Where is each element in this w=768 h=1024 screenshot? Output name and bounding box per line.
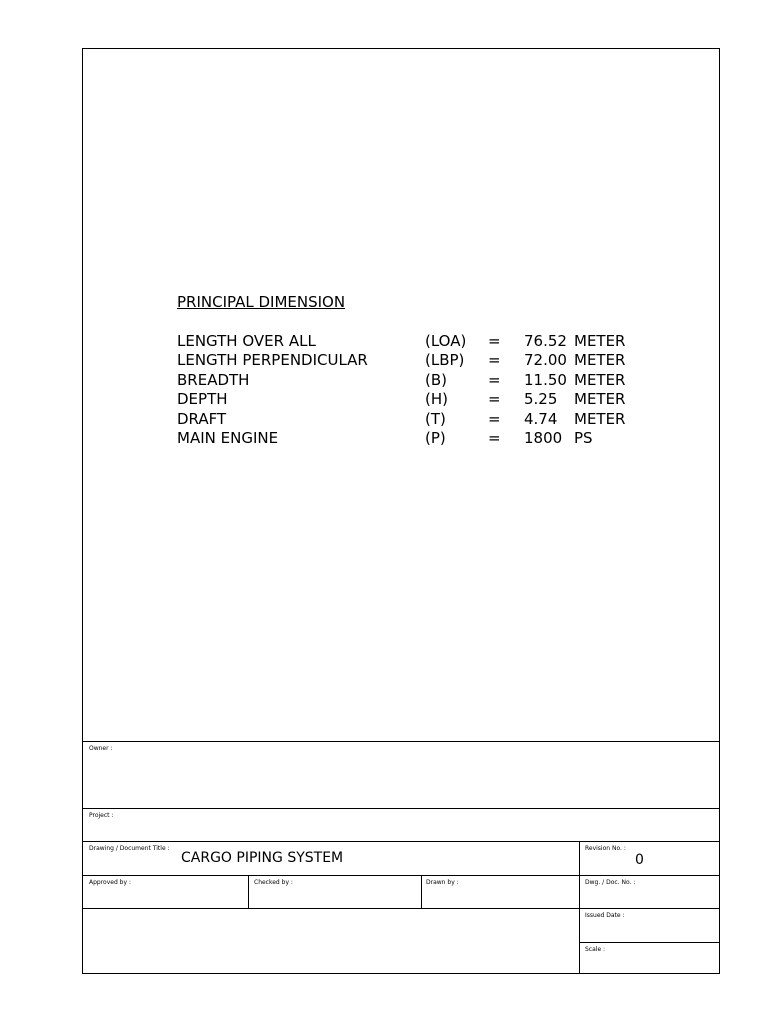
checked-label: Checked by : xyxy=(254,879,293,886)
divider xyxy=(83,908,719,909)
doc-title-label: Drawing / Document Title : xyxy=(89,845,170,852)
dimension-value: 4.74 xyxy=(524,410,558,428)
dimension-symbol: (LBP) xyxy=(425,351,465,369)
dimension-value: 5.25 xyxy=(524,390,558,408)
drawn-label: Drawn by : xyxy=(426,879,459,886)
divider xyxy=(83,875,719,876)
revision-value: 0 xyxy=(635,852,644,868)
dimension-name: LENGTH OVER ALL xyxy=(177,332,316,350)
dimension-symbol: (H) xyxy=(425,390,448,408)
dimension-equals: = xyxy=(488,390,501,408)
dimension-value: 11.50 xyxy=(524,371,567,389)
dwg-no-label: Dwg. / Doc. No. : xyxy=(585,879,636,886)
dimension-unit: METER xyxy=(574,332,626,350)
dimension-unit: METER xyxy=(574,390,626,408)
doc-title: CARGO PIPING SYSTEM xyxy=(181,850,344,866)
scale-label: Scale : xyxy=(585,946,606,953)
divider xyxy=(83,741,719,742)
divider xyxy=(248,875,249,909)
dimension-equals: = xyxy=(488,351,501,369)
divider xyxy=(579,841,580,973)
dimension-equals: = xyxy=(488,429,501,447)
dimension-symbol: (LOA) xyxy=(425,332,467,350)
dimension-symbol: (B) xyxy=(425,371,447,389)
approved-label: Approved by : xyxy=(89,879,131,886)
dimension-equals: = xyxy=(488,332,501,350)
divider xyxy=(83,841,719,842)
owner-label: Owner : xyxy=(89,745,113,752)
drawing-sheet xyxy=(82,48,720,974)
dimension-name: DRAFT xyxy=(177,410,227,428)
revision-label: Revision No. : xyxy=(585,845,626,852)
dimension-name: BREADTH xyxy=(177,371,250,389)
project-label: Project : xyxy=(89,812,114,819)
dimension-value: 72.00 xyxy=(524,351,567,369)
divider xyxy=(421,875,422,909)
dimension-value: 1800 xyxy=(524,429,563,447)
dimension-value: 76.52 xyxy=(524,332,567,350)
principal-dimension-title: PRINCIPAL DIMENSION xyxy=(177,293,346,311)
dimension-symbol: (T) xyxy=(425,410,446,428)
issued-date-label: Issued Date : xyxy=(585,912,625,919)
dimension-name: MAIN ENGINE xyxy=(177,429,279,447)
dimension-unit: METER xyxy=(574,351,626,369)
dimension-name: DEPTH xyxy=(177,390,228,408)
dimension-symbol: (P) xyxy=(425,429,446,447)
dimension-name: LENGTH PERPENDICULAR xyxy=(177,351,368,369)
dimension-equals: = xyxy=(488,410,501,428)
dimension-unit: METER xyxy=(574,410,626,428)
dimension-equals: = xyxy=(488,371,501,389)
divider xyxy=(579,942,719,943)
dimension-unit: PS xyxy=(574,429,593,447)
dimension-unit: METER xyxy=(574,371,626,389)
divider xyxy=(83,808,719,809)
